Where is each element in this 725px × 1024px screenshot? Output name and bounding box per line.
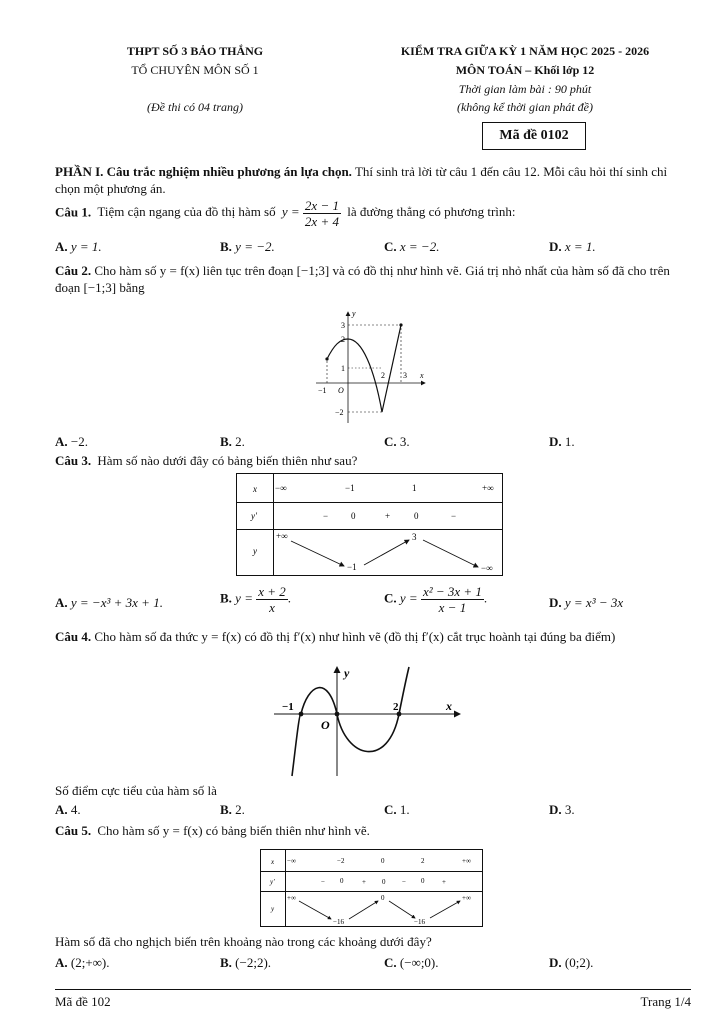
option-b[interactable]: B. y = −2. — [220, 239, 275, 254]
x-value: −∞ — [275, 483, 287, 493]
q2-function-graph — [310, 308, 430, 426]
sign-value: 0 — [382, 878, 386, 886]
y-value: 0 — [381, 894, 385, 902]
sign-value: 0 — [340, 877, 344, 885]
y-value: −∞ — [481, 563, 493, 573]
question-1 — [55, 198, 516, 236]
option-c[interactable]: C. (−∞;0). — [384, 955, 439, 970]
x-value: −2 — [337, 857, 345, 865]
part-instruction — [55, 163, 695, 197]
root-point — [335, 712, 340, 717]
axis-label-x: x — [446, 699, 452, 713]
question-4-ask: Số điểm cực tiểu của hàm số là — [55, 783, 217, 798]
sign-value: + — [385, 511, 391, 521]
tick-label: 2 — [393, 701, 399, 713]
option-c[interactable]: C. x = −2. — [384, 239, 440, 254]
origin-label: O — [321, 718, 330, 732]
question-text: Tiệm cận ngang của đồ thị hàm số — [97, 204, 276, 220]
sign-value: 0 — [414, 511, 419, 521]
question-label: Câu 4. — [55, 629, 92, 644]
endpoint — [325, 357, 328, 360]
x-value: +∞ — [482, 483, 494, 493]
variation-arrow — [423, 540, 478, 567]
question-2 — [55, 262, 695, 296]
option-c[interactable]: C. 3. — [384, 434, 410, 449]
tick-label: 3 — [403, 371, 407, 380]
option-a[interactable]: A. −2. — [55, 434, 88, 449]
tick-label: 1 — [341, 364, 345, 373]
option-a[interactable]: A. y = −x³ + 3x + 1. — [55, 595, 163, 610]
sign-value: 0 — [421, 877, 425, 885]
option-d[interactable]: D. 3. — [549, 802, 575, 817]
question-text-end: là đường thẳng có phương trình: — [347, 204, 516, 220]
axis-label-x: x — [420, 371, 424, 380]
variation-arrow — [299, 901, 331, 919]
page-count-note: (Đề thi có 04 trang) — [147, 100, 243, 114]
sign-value: − — [402, 878, 406, 886]
exam-title: KIỂM TRA GIỮA KỲ 1 NĂM HỌC 2025 - 2026 — [400, 44, 650, 58]
question-text: Cho hàm số y = f(x) có bảng biến thiên như hình vẽ. — [97, 823, 370, 838]
tick-label: 3 — [341, 321, 345, 330]
question-text: Cho hàm số y = f(x) liên tục trên đoạn [−1;3] và có đồ thị như hình vẽ. Giá trị nhỏ nhất của hàm số đã cho trên đoạn [−1;3] bằng — [55, 263, 670, 295]
x-value: 0 — [381, 857, 385, 865]
y-value: −16 — [414, 918, 425, 926]
row-label: y — [253, 546, 257, 556]
option-d[interactable]: D. 1. — [549, 434, 575, 449]
question-4 — [55, 628, 695, 645]
option-a[interactable]: A. (2;+∞). — [55, 955, 110, 970]
endpoint — [399, 323, 402, 326]
option-b[interactable]: B. y = $\frac{x + 2}{x}$ . — [220, 584, 292, 615]
time-limit: Thời gian làm bài : 90 phút — [458, 82, 592, 96]
option-d[interactable]: D. x = 1. — [549, 239, 596, 254]
tick-label: 2 — [381, 371, 385, 380]
option-b[interactable]: B. 2. — [220, 802, 245, 817]
subject-line: MÔN TOÁN – Khối lớp 12 — [455, 63, 595, 77]
question-text: Hàm số nào dưới đây có bảng biến thiên như sau? — [97, 453, 358, 468]
sign-value: − — [451, 511, 457, 521]
option-a[interactable]: A. y = 1. — [55, 239, 102, 254]
variation-arrow — [430, 901, 460, 918]
tick-label: −2 — [335, 408, 344, 417]
tick-label: 2 — [341, 335, 345, 344]
sign-value: 0 — [351, 511, 356, 521]
variation-arrow — [389, 901, 415, 918]
department-name: TỔ CHUYÊN MÔN SỐ 1 — [131, 63, 259, 77]
fraction-denominator: 2x + 4 — [304, 214, 339, 229]
footer-exam-code: Mã đề 102 — [55, 994, 111, 1009]
sign-value: + — [442, 878, 446, 886]
y-value: 3 — [412, 532, 417, 542]
grid-dash — [348, 325, 401, 383]
footer-page-number: Trang 1/4 — [640, 994, 691, 1009]
function-lhs: y = — [281, 204, 300, 220]
x-value: −1 — [345, 483, 355, 493]
option-d[interactable]: D. (0;2). — [549, 955, 594, 970]
option-c[interactable]: C. y = $\frac{\text{x² − 3x + 1}}{x - 1}$ . — [384, 584, 488, 615]
variation-arrow — [291, 541, 344, 566]
question-3 — [55, 453, 357, 469]
function-curve — [327, 325, 401, 412]
y-value: +∞ — [287, 894, 296, 902]
q3-variation-table — [236, 473, 503, 576]
derivative-curve — [292, 667, 409, 776]
variation-arrow — [349, 901, 378, 919]
x-value: 2 — [421, 857, 425, 865]
axis-label-y: y — [344, 666, 350, 680]
sign-value: + — [362, 878, 366, 886]
sign-value: − — [321, 878, 325, 886]
option-b[interactable]: B. (−2;2). — [220, 955, 272, 970]
question-5 — [55, 823, 370, 839]
root-point — [299, 712, 304, 717]
x-value: −∞ — [287, 857, 296, 865]
fraction-numerator: 2x − 1 — [304, 198, 339, 213]
school-name: THPT SỐ 3 BẢO THẮNG — [126, 44, 264, 58]
function-fraction — [303, 198, 341, 229]
tick-label: −1 — [282, 701, 294, 713]
y-value: −1 — [347, 562, 357, 572]
row-label: y — [271, 905, 275, 913]
footer-divider — [55, 989, 691, 990]
question-label: Câu 2. — [55, 263, 92, 278]
part-instruction-text: Thí sinh trả lời từ câu 1 đến câu 12. Mỗi câu hỏi thí sinh chỉ chọn một phương án. — [55, 164, 668, 196]
question-label: Câu 1. — [55, 204, 92, 220]
tick-label: −1 — [318, 386, 327, 395]
option-c[interactable]: C. 1. — [384, 802, 410, 817]
sign-value: − — [323, 511, 329, 521]
axis-label-y: y — [352, 309, 356, 318]
question-text: Cho hàm số đa thức y = f(x) có đồ thị f′(x) như hình vẽ (đồ thị f′(x) cắt trục hoành tại đúng ba điểm) — [94, 629, 616, 644]
question-label: Câu 5. — [55, 823, 92, 838]
row-label: x — [253, 484, 257, 494]
option-a[interactable]: A. 4. — [55, 802, 81, 817]
y-value: −16 — [333, 918, 344, 926]
time-note: (không kể thời gian phát đề) — [456, 100, 594, 114]
x-value: 1 — [412, 483, 417, 493]
option-d[interactable]: D. y = x³ − 3x — [549, 595, 624, 610]
option-b[interactable]: B. 2. — [220, 434, 245, 449]
variation-arrow — [364, 540, 409, 565]
q4-derivative-graph — [270, 664, 466, 778]
y-value: +∞ — [462, 894, 471, 902]
question-5-ask: Hàm số đã cho nghịch biến trên khoảng nào trong các khoảng dưới đây? — [55, 934, 432, 949]
row-label: x — [271, 858, 275, 866]
row-label: y′ — [270, 878, 275, 886]
part-title: PHẦN I. Câu trắc nghiệm nhiều phương án lựa chọn. — [55, 164, 352, 179]
exam-code-box: Mã đề 0102 — [482, 122, 586, 150]
question-label: Câu 3. — [55, 453, 92, 468]
y-value: +∞ — [276, 531, 288, 541]
origin-label: O — [338, 386, 344, 395]
row-label: y′ — [251, 511, 257, 521]
x-value: +∞ — [462, 857, 471, 865]
q5-variation-table — [260, 849, 483, 927]
